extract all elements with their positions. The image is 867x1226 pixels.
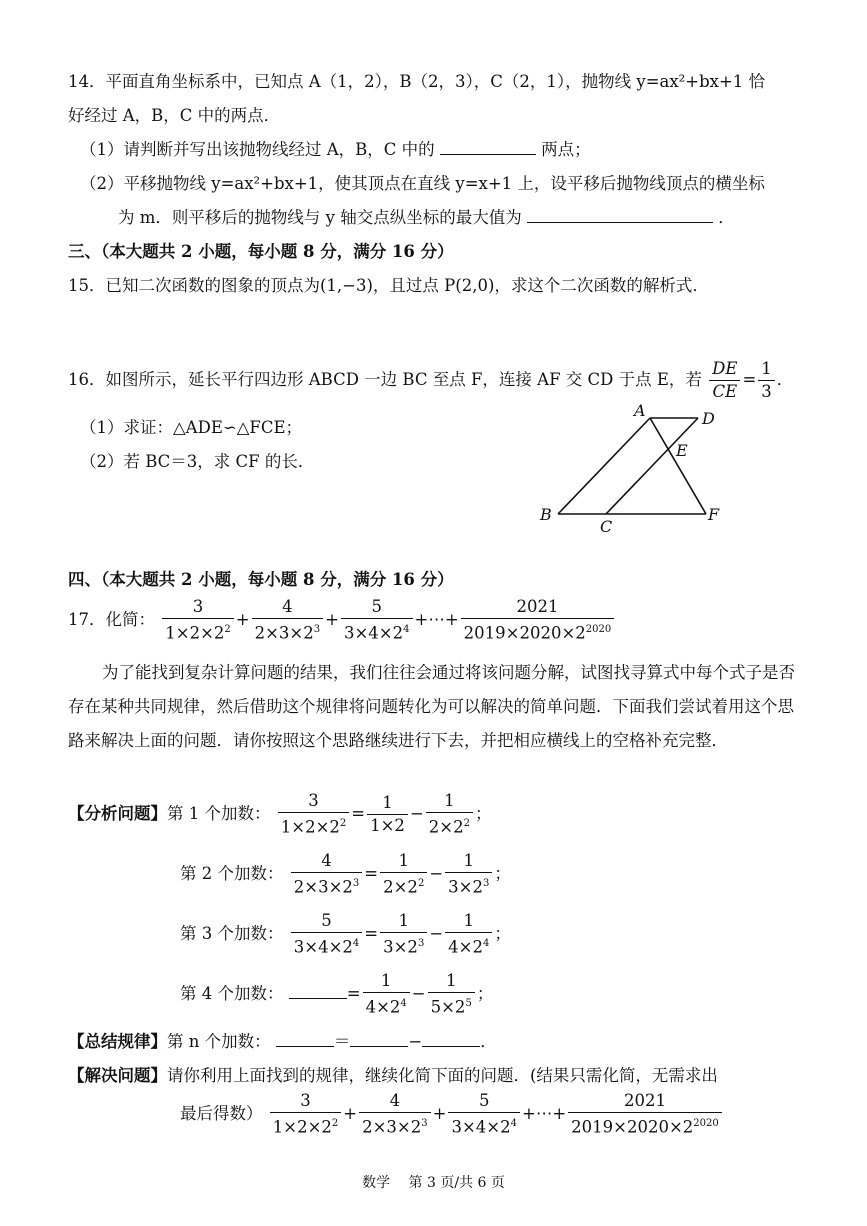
a3-num: 5 (291, 910, 363, 933)
page-footer: 数学 第 3 页/共 6 页 (362, 1175, 505, 1191)
r3b-den-exp: 4 (482, 938, 490, 949)
q16-stem-text: 16．如图所示，延长平行四边形 ABCD 一边 BC 至点 F，连接 AF 交 CD 于点 E，若 (68, 370, 702, 389)
r4b-den-exp: 5 (465, 998, 472, 1009)
q17-paragraph: 为了能找到复杂计算问题的结果，我们往往会通过将该问题分解，试图找寻算式中每个式子是否存在某种共同规律，然后借助这个规律将问题转化为可以解决的简单问题．下面我们尝试着用这个思路来解决上面的问题．请你按照这个思路继续进行下去，并把相应横线上的空格补充完整． (68, 663, 795, 750)
q16-value-num: 1 (758, 358, 775, 381)
sn-den-exp: 2020 (693, 1118, 719, 1129)
q14-part1 (80, 136, 591, 160)
q14-part2-end: ． (718, 208, 735, 227)
summary-text: 第 n 个加数： (167, 1032, 271, 1051)
a2-num: 4 (291, 850, 363, 873)
solve-label: 【解决问题】 (68, 1066, 167, 1085)
s2-den-base: 2×3×2 (362, 1117, 422, 1137)
q17-term2-den-base: 2×3×2 (254, 623, 314, 643)
s2-den (359, 1113, 431, 1139)
q14-line2: 好经过 A，B，C 中的两点． (68, 106, 281, 125)
q17-term2-den (252, 619, 324, 645)
q15-text: 15．已知二次函数的图象的顶点为(1,−3)，且过点 P(2,0)，求这个二次函数的解析式． (68, 276, 709, 295)
r4b-num: 1 (428, 970, 475, 993)
solve-text: 请你利用上面找到的规律，继续化简下面的问题．(结果只需化简，无需求出 (167, 1066, 718, 1085)
r4a-den-exp: 4 (400, 998, 407, 1009)
s-term2 (359, 1090, 431, 1139)
q14-part1-blank[interactable] (440, 153, 536, 155)
a3-den-exp: 4 (352, 938, 360, 949)
q17-solve-line1 (68, 1062, 718, 1086)
a2-den-base: 2×3×2 (293, 877, 353, 897)
s1-den (270, 1113, 342, 1139)
q17-term3-den (341, 619, 413, 645)
r2b-frac (445, 850, 492, 899)
q14-part2-line1: （2）平移抛物线 y=ax²+bx+1，使其顶点在直线 y=x+1 上，设平移后抛物线顶点的横坐标 (80, 174, 765, 193)
r2a-frac (380, 850, 427, 899)
q17-term3-den-base: 3×4×2 (343, 623, 404, 643)
analysis-label: 【分析问题】 (68, 803, 167, 823)
label-f: F (708, 505, 720, 524)
r3a-num: 1 (380, 910, 427, 933)
q17-termn-den-base: 2019×2020×2 (463, 623, 586, 643)
r3b-frac (445, 910, 492, 959)
r3a-frac (380, 910, 427, 959)
r4a-num: 1 (363, 970, 410, 993)
q16-value-fraction (758, 358, 775, 403)
r1b-den-exp: 2 (463, 818, 470, 829)
r1a-frac (367, 792, 408, 837)
q16-ratio-fraction (709, 358, 740, 403)
r4a-den (363, 993, 410, 1019)
r3a-den (380, 933, 427, 959)
q17-analysis-row3: 第 3 个加数： $\frac{5}{3\times 4\times 2^4}$ = $\frac{1}{3\times 2^3}$ − $\frac{1}{4\times 2^4}$ ； (180, 911, 511, 957)
summary-blank-1[interactable] (276, 1045, 334, 1047)
sn-num: 2021 (568, 1090, 722, 1113)
q17-term3-den-exp: 4 (403, 624, 410, 635)
r2a-den-exp: 2 (417, 878, 425, 889)
q17-analysis-row1: 【分析问题】第 1 个加数： $\frac{3}{1\times 2\times 2^2}$ = $\frac{1}{1\times 2}$ − $\frac{1}{2\times 2^2}$ ； (68, 791, 492, 837)
s3-den (448, 1113, 520, 1139)
edge-af (650, 418, 706, 514)
addend2-label: 第 2 个加数： (180, 863, 284, 883)
r4b-frac (428, 970, 475, 1019)
summary-blank-3[interactable] (422, 1045, 480, 1047)
r4a-den-base: 4×2 (365, 997, 401, 1017)
r1b-frac (426, 790, 473, 839)
q14-line1: 14．平面直角坐标系中，已知点 A（1，2），B（2，3），C（2，1），抛物线 y=ax²+bx+1 恰 (68, 72, 766, 91)
q16-eq: = (742, 370, 757, 389)
r3a-den-exp: 3 (417, 938, 425, 949)
r2a-den (380, 873, 427, 899)
addend4-blank[interactable] (289, 997, 347, 999)
q17-term1-den-exp: 2 (224, 624, 231, 635)
edge-ba (558, 418, 650, 514)
s1-den-base: 1×2×2 (272, 1117, 332, 1137)
q16-part2: （2）若 BC＝3，求 CF 的长． (80, 452, 315, 471)
a2-den-exp: 3 (352, 878, 360, 889)
r4b-den-base: 5×2 (430, 997, 466, 1017)
q17-termn-den-exp: 2020 (585, 624, 612, 635)
a1-den (278, 813, 350, 839)
section-4-heading: 四、（本大题共 2 小题，每小题 8 分，满分 16 分） (68, 570, 454, 589)
summary-blank-2[interactable] (350, 1045, 408, 1047)
q17-term-n (461, 596, 615, 645)
r2b-den-exp: 3 (482, 878, 490, 889)
r4b-den (428, 993, 475, 1019)
label-e: E (676, 441, 688, 460)
r2b-num: 1 (445, 850, 492, 873)
q17-term3 (341, 596, 413, 645)
label-b: B (540, 505, 552, 524)
sn-den-base: 2019×2020×2 (571, 1117, 694, 1137)
q14-part1-text: （1）请判断并写出该抛物线经过 A，B，C 中的 (80, 140, 435, 159)
s3-den-exp: 4 (510, 1118, 517, 1129)
q17-term2 (252, 596, 324, 645)
r2a-den-base: 2×2 (383, 877, 418, 897)
q16-stem (68, 358, 793, 403)
addend2-frac (291, 850, 363, 899)
r2b-den-base: 3×2 (448, 877, 483, 897)
s3-den-base: 3×4×2 (451, 1117, 511, 1137)
s-term3 (448, 1090, 520, 1139)
summary-label: 【总结规律】 (68, 1032, 167, 1051)
r1a-num: 1 (367, 792, 408, 815)
r3b-den-base: 4×2 (448, 937, 483, 957)
q17-analysis-row4: 第 4 个加数： = $\frac{1}{4\times 2^4}$ − $\frac{1}{5\times 2^5}$ ； (180, 971, 494, 1017)
q14-part1-end: 两点； (541, 140, 591, 159)
q17-term2-den-exp: 3 (313, 624, 321, 635)
r1b-den (426, 813, 473, 839)
addend4-label: 第 4 个加数： (180, 983, 284, 1003)
addend1-label: 第 1 个加数： (167, 803, 271, 823)
q16-stem-end: ． (776, 370, 794, 389)
label-a: A (634, 401, 646, 420)
r3a-den-base: 3×2 (383, 937, 418, 957)
s3-num: 5 (448, 1090, 520, 1113)
q17-summary: 【总结规律】第 n 个加数： ＝ − ． (68, 1032, 497, 1051)
q14-part2-line2 (118, 204, 735, 228)
addend3-frac (291, 910, 363, 959)
s2-num: 4 (359, 1090, 431, 1113)
q16-ratio-num: DE (709, 358, 740, 381)
s-term1 (270, 1090, 342, 1139)
r1b-num: 1 (426, 790, 473, 813)
a3-den (291, 933, 363, 959)
section-3-heading: 三、（本大题共 2 小题，每小题 8 分，满分 16 分） (68, 242, 454, 261)
q17-term1-den-base: 1×2×2 (165, 623, 225, 643)
q17-dots: +⋯+ (414, 609, 459, 629)
r3b-den (445, 933, 492, 959)
q17-term3-num: 5 (341, 596, 413, 619)
a1-den-base: 1×2×2 (280, 817, 340, 837)
r1b-den-base: 2×2 (428, 817, 464, 837)
a3-den-base: 3×4×2 (293, 937, 353, 957)
a1-num: 3 (278, 790, 350, 813)
label-d: D (702, 409, 715, 428)
label-c: C (600, 517, 613, 536)
addend3-label: 第 3 个加数： (180, 923, 284, 943)
q17-analysis-row2: 第 2 个加数： $\frac{4}{2\times 3\times 2^3}$ = $\frac{1}{2\times 2^2}$ − $\frac{1}{3\times 2^3}$ ； (180, 851, 511, 897)
q16-part1: （1）求证：△ADE∽△FCE； (80, 418, 303, 437)
q17-termn-num: 2021 (461, 596, 615, 619)
addend1-frac (278, 790, 350, 839)
q17-term1-den (162, 619, 234, 645)
q17-term1 (162, 596, 234, 645)
sn-den (568, 1113, 722, 1139)
q16-parallelogram-figure (530, 398, 730, 538)
r3b-num: 1 (445, 910, 492, 933)
q14-part2-text: 为 m．则平移后的抛物线与 y 轴交点纵坐标的最大值为 (118, 208, 522, 227)
r1a-den: 1×2 (370, 815, 405, 835)
r2b-den (445, 873, 492, 899)
solve-text2: 最后得数） (180, 1103, 263, 1123)
q16-ratio-den: CE (712, 382, 738, 401)
edge-dc (606, 418, 698, 514)
q17-solve-line2: 最后得数） $\frac{3}{1\times 2\times 2^2}$ + $\frac{4}{2\times 3\times 2^3}$ + $\frac{5}{3\times 4\times 2^4}$ +⋯+ $\frac{2021}{2019\times 2020\times 2^{2020}}$ (180, 1090, 724, 1139)
s2-den-exp: 3 (421, 1118, 428, 1129)
q16-value-den: 3 (761, 382, 772, 401)
r2a-num: 1 (380, 850, 427, 873)
q17-label: 17．化简： (68, 609, 155, 629)
q17-expression: 17．化简： $\frac{3}{1\times 2\times 2^2}$ + $\frac{4}{2\times 3\times 2^3}$ + $\frac{5}{3\times 4\times 2^4}$ +⋯+ $\frac{2021}{2019\times 2020\times 2^{2020}}$ (68, 596, 616, 645)
a2-den (291, 873, 363, 899)
q17-termn-den (461, 619, 615, 645)
s1-num: 3 (270, 1090, 342, 1113)
s-dots: +⋯+ (522, 1103, 567, 1123)
q17-term2-num: 4 (252, 596, 324, 619)
q14-part2-blank[interactable] (527, 221, 713, 223)
a1-den-exp: 2 (339, 818, 347, 829)
r4a-frac (363, 970, 410, 1019)
s-term-n (568, 1090, 722, 1139)
s1-den-exp: 2 (331, 1118, 339, 1129)
q17-term1-num: 3 (162, 596, 234, 619)
